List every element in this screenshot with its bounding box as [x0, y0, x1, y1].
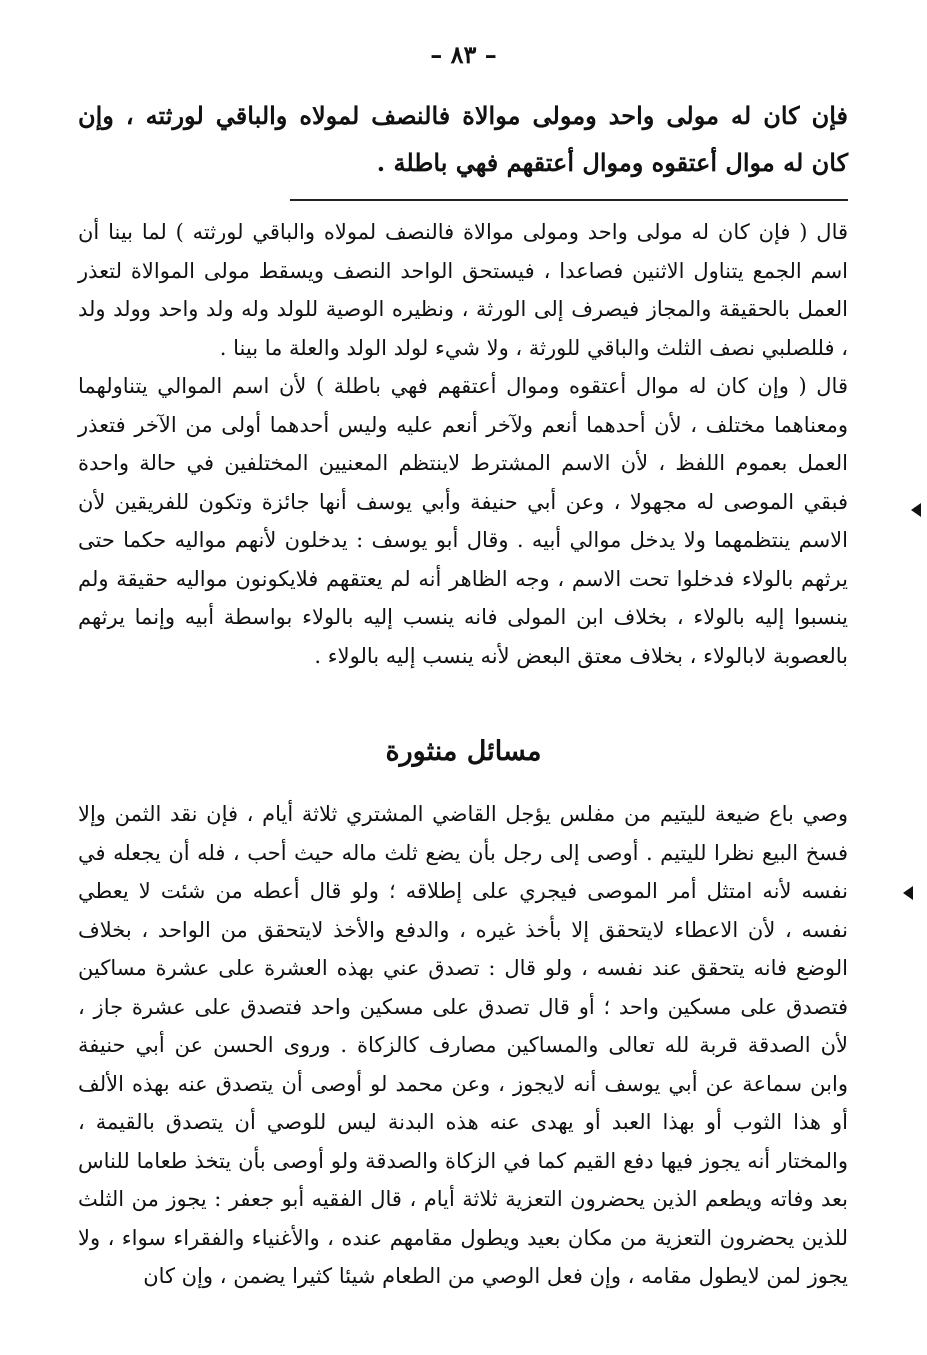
separator-rule: [290, 199, 848, 201]
commentary-paragraph-2: قال ( وإن كان له موال أعتقوه وموال أعتقهم فهي باطلة ) لأن اسم الموالي يتناولهما ومعناهما مختلف ، لأن أحدهما أنعم ولآخر أنعم عليه وليس أحدهما أولى من الآخر فتعذر العمل بعموم اللفظ ، لأن الاسم المشترط لاينتظم المعنيين المختلفين في حالة واحدة فبقي الموصى له مجهولا ، وعن أبي حنيفة وأبي يوسف أنها جائزة وتكون للفريقين لأن الاسم ينتظمهما ولا يدخل موالي أبيه . وقال أبو يوسف : يدخلون لأنهم مواليه حكما حتى يرثهم بالولاء فدخلوا تحت الاسم ، وجه الظاهر أنه لم يعتقهم فلايكونون مواليه حقيقة ولم ينسبوا إليه بالولاء ، بخلاف ابن المولى فانه ينسب إليه بالولاء بواسطة أبيه وإنما يرثهم بالعصوبة لابالولاء ، بخلاف معتق البعض لأنه ينسب إليه بالولاء .: [78, 374, 848, 668]
section-heading: مسائل منثورة: [385, 736, 542, 767]
main-text-block: فإن كان له مولى واحد ومولى موالاة فالنصف لمولاه والباقي لورثته ، وإن كان له موال أعتقوه وموال أعتقهم فهي باطلة .: [78, 101, 848, 177]
commentary-paragraph-1: قال ( فإن كان له مولى واحد ومولى موالاة فالنصف لمولاه والباقي لورثته ) لما بينا أن اسم الجمع يتناول الاثنين فصاعدا ، فيستحق الواحد النصف ويسقط مولى الموالاة لتعذر العمل بالحقيقة والمجاز فيصرف إلى الورثة ، ونظيره الوصية للولد وله ولد واحد وولد ولد ، فللصلبي نصف الثلث والباقي للورثة ، ولا شيء لولد الولد والعلة ما بينا .: [78, 220, 848, 360]
section-paragraph-1: وصي باع ضيعة لليتيم من مفلس يؤجل القاضي المشتري ثلاثة أيام ، فإن نقد الثمن وإلا فسخ البيع نظرا لليتيم . أوصى إلى رجل بأن يضع ثلث ماله حيث أحب ، فله أن يجعله في نفسه لأنه امتثل أمر الموصى فيجري على إطلاقه ؛ ولو قال أعطه من شئت لا يعطي نفسه ، لأن الاعطاء لايتحقق إلا بأخذ غيره ، والدفع والأخذ لايتحقق من الواحد ، بخلاف الوضع فانه يتحقق عند نفسه ، ولو قال : تصدق عني بهذه العشرة على عشرة مساكين فتصدق على مسكين واحد ؛ أو قال تصدق على مسكين واحد فتصدق على عشرة جاز ، لأن الصدقة قربة لله تعالى والمساكين مصارف كالزكاة . وروى الحسن عن أبي حنيفة وابن سماعة عن أبي يوسف أنه لايجوز ، وعن محمد لو أوصى أن يتصدق عنه بهذه الألف أو هذا الثوب أو بهذا العبد أو يهدى عنه هذه البدنة ليس للوصي أن يتصدق بالقيمة ، والمختار أنه يجوز فيها دفع القيم كما في الزكاة والصدقة ولو أوصى بأن يتخذ طعاما للناس بعد وفاته ويطعم الذين يحضرون التعزية ثلاثة أيام ، قال الفقيه أبو جعفر : يجوز من الثلث للذين يحضرون التعزية من مكان بعيد ويطول مقامهم عنده ، والأغنياء والفقراء سواء ، ولا يجوز لمن لايطول مقامه ، وإن فعل الوصي من الطعام شيئا كثيرا يضمن ، وإن كان: [78, 802, 848, 1288]
page-number: – ٨٣ –: [430, 40, 497, 69]
margin-arrow-icon: [911, 503, 921, 517]
section-body: [78, 795, 848, 1296]
margin-arrow-icon: [903, 886, 913, 900]
commentary-block: [78, 213, 848, 675]
